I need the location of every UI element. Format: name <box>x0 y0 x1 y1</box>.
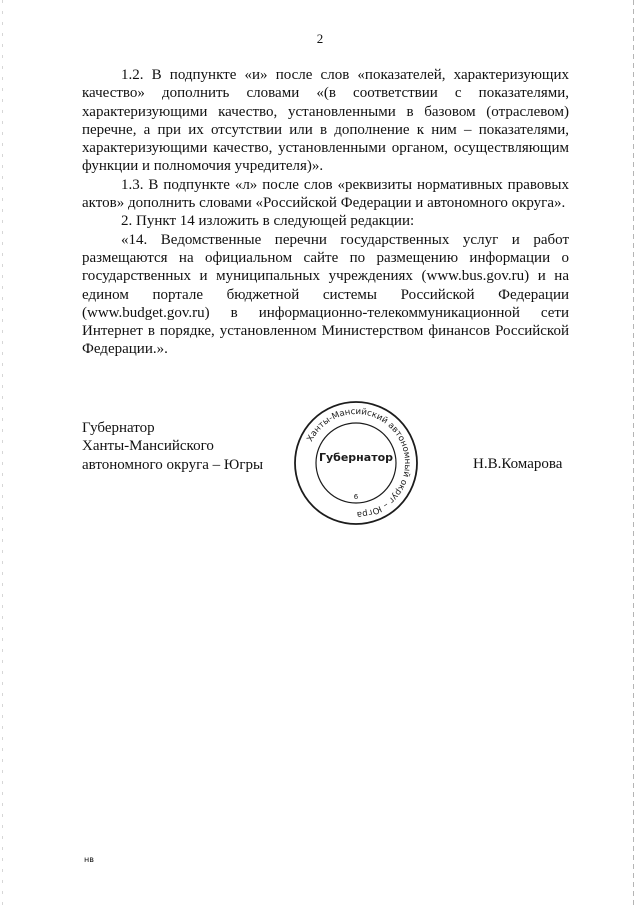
position-line-1: Губернатор <box>82 420 155 436</box>
paragraph-1-3: 1.3. В подпункте «л» после слов «реквизиты нормативных правовых актов» дополнить словами «Российской Федерации и автономного округа». <box>82 176 569 212</box>
scan-edge-right <box>633 0 634 905</box>
paragraph-1-2: 1.2. В подпункте «и» после слов «показателей, характеризующих качество» дополнить словами «(в соответствии с показателями, характеризующими качество, установленными в базовом (отраслевом) перечне, а при их отсутствии или в дополнение к ним – показателями, характеризующими качество, установленными органом, осуществляющим функции и полномочия учредителя)». <box>82 67 569 175</box>
scan-edge-left <box>2 0 3 905</box>
paragraph-14: «14. Ведомственные перечни государственных услуг и работ размещаются на официальном сайте по размещению информации о государственных и муниципальных учреждениях (www.bus.gov.ru) и на едином портале бюджетной системы Российской Федерации (www.budget.gov.ru) в информационно-телекоммуникационной сети Интернет в порядке, установленном Министерством финансов Российской Федерации.». <box>82 231 569 358</box>
signatory-position <box>82 419 263 474</box>
page-number: 2 <box>316 31 324 46</box>
paragraph-2: 2. Пункт 14 изложить в следующей редакции: <box>121 213 415 230</box>
seal-center-label: Губернатор <box>318 451 394 464</box>
seal-mark: 6 <box>353 493 359 501</box>
document-body <box>82 66 569 359</box>
position-line-3: автономного округа – Югры <box>82 456 264 473</box>
footer-initials: нв <box>84 855 94 864</box>
official-seal <box>290 397 422 529</box>
position-line-2: Ханты-Мансийского <box>82 438 214 455</box>
signer-name: Н.В.Комарова <box>473 456 563 472</box>
seal-ring-textpath: Ханты-Мансийский автономный округ – Югра <box>305 406 413 520</box>
